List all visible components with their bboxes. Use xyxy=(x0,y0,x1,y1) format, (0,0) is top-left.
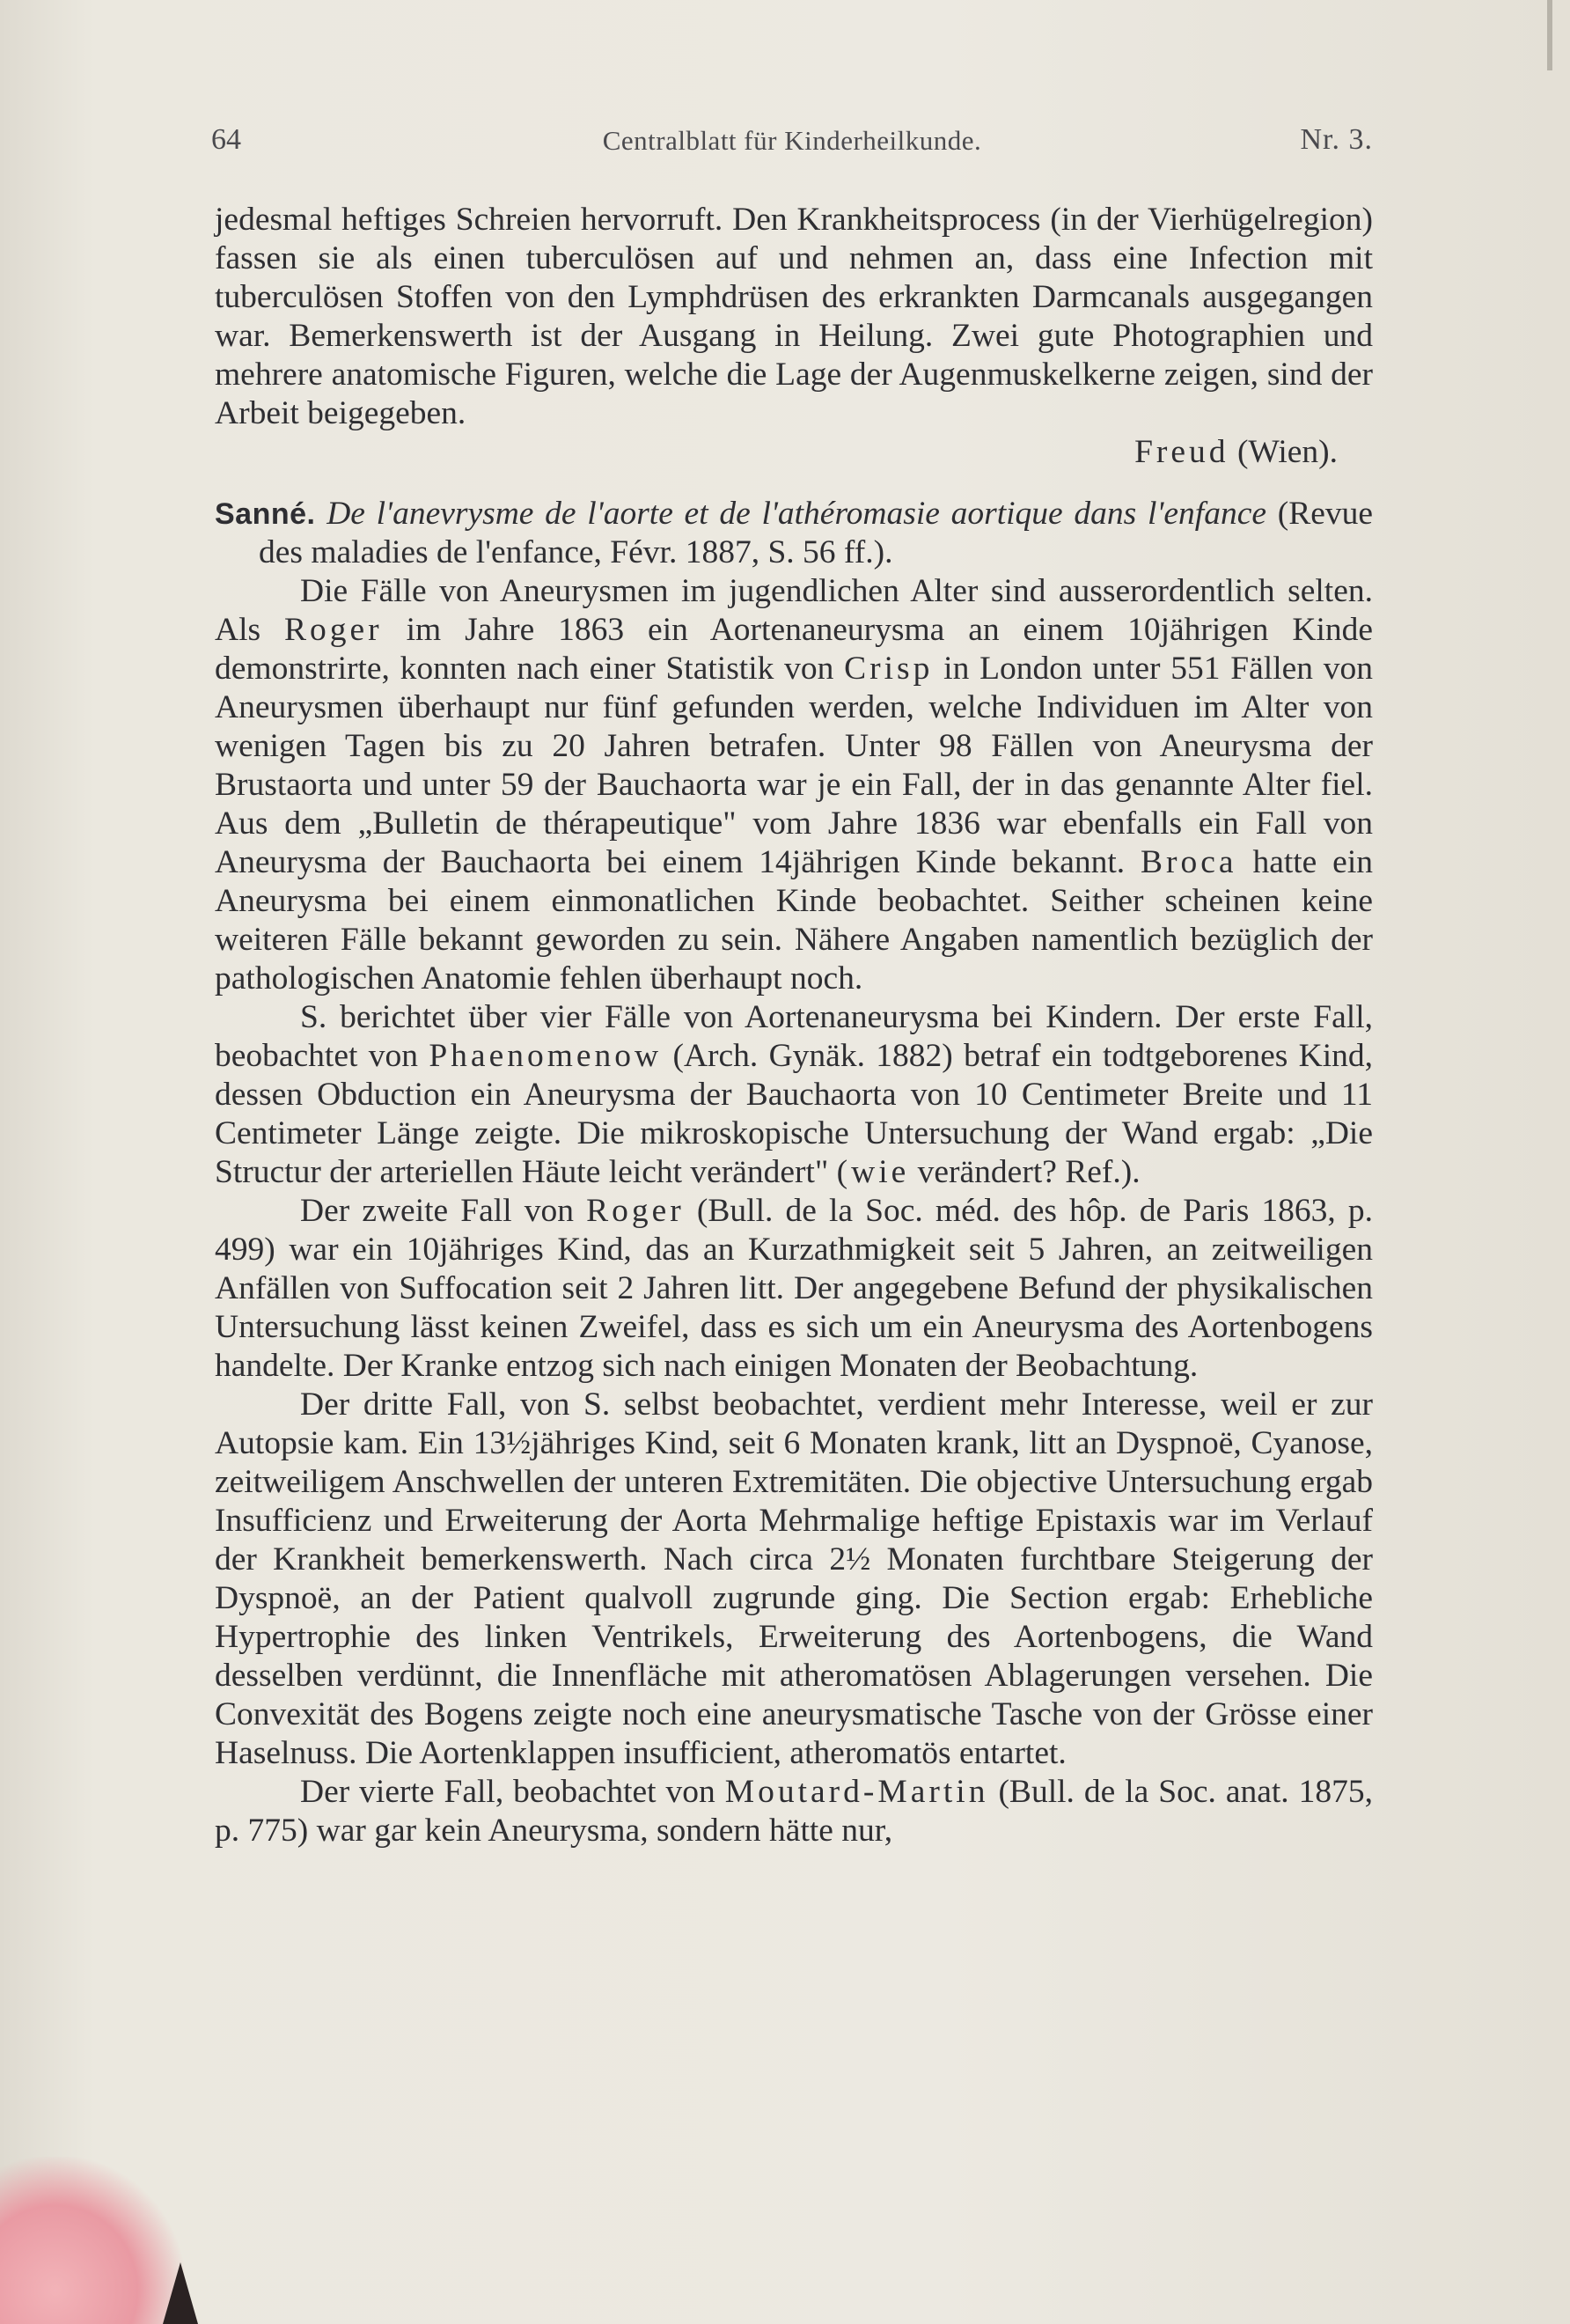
para-text: (Arch. Gynäk. 1882) betraf ein todtgeborenes Kind, dessen Obduction ein Aneurysma der Bauchaorta von 10 Centimeter Breite und 11 Centimeter Länge zeigte. Die mikroskopische Untersuchung der Wand ergab: „Die Structur der arteriellen Häute leicht verändert" xyxy=(215,1038,1374,1190)
review-author: Sanné. xyxy=(215,497,316,531)
article-body xyxy=(215,201,1373,1850)
review-paragraph-2 xyxy=(215,998,1373,1192)
para-text: (Bull. de la Soc. méd. des hôp. de Paris 1863, p. 499) war ein 10jähriges Kind, das an Kurzathmigkeit seit 5 Jahren, an zeitweiligen Anfällen von Suffocation seit 2 Jahren litt. Der angegebene Befund der physikalischen Untersuchung lässt keinen Zweifel, dass es sich um ein Aneurysma des Aortenbogens handelte. Der Kranke entzog sich nach einigen Monaten der Beobachtung. xyxy=(215,1193,1374,1384)
para-text: S. berichtet über vier Fälle von Aortenaneurysma bei Kindern. Der erste Fall, beobachtet von xyxy=(215,999,1373,1074)
cited-name: Phaenomenow xyxy=(429,1038,663,1074)
cited-name: Crisp xyxy=(844,651,934,687)
page-edge-mark xyxy=(1547,0,1552,70)
running-header xyxy=(211,123,1373,167)
para-text: Der vierte Fall, beobachtet von xyxy=(300,1774,715,1810)
cited-name: Moutard-Martin xyxy=(724,1774,989,1810)
para-text: Der zweite Fall von xyxy=(300,1193,574,1229)
cited-name: Roger xyxy=(586,1193,685,1229)
reviewer-city: (Wien). xyxy=(1236,434,1338,470)
journal-title: Centralblatt für Kinderheilkunde. xyxy=(602,125,982,156)
para-text: (Bull. de la Soc. anat. 1875, p. 775) war gar kein Aneurysma, sondern hätte nur, xyxy=(215,1774,1373,1849)
page-number: 64 xyxy=(211,123,241,156)
prev-review-text: jedesmal heftiges Schreien hervorruft. Den Krankheitsprocess (in der Vierhügelregion) fassen sie als einen tuberculösen auf und nehmen an, dass eine Infection mit tuberculösen Stoffen von den Lymphdrüsen des erkrankten Darmcanals ausgegangen war. Bemerkenswerth ist der Ausgang in Heilung. Zwei gute Photographien und mehrere anatomische Figuren, welche die Lage der Augenmuskelkerne zeigen, sind der Arbeit beigegeben. xyxy=(215,202,1373,431)
prev-review-tail xyxy=(215,201,1373,433)
review-paragraph-5 xyxy=(215,1773,1373,1850)
para-text: verändert? Ref.). xyxy=(917,1154,1141,1190)
spaced-word: (wie xyxy=(836,1154,910,1190)
review-source: (Revue des maladies de l'enfance, Févr. 1887, S. 56 ff.). xyxy=(259,496,1374,570)
reviewer-name: Freud xyxy=(1134,434,1229,470)
review-paragraph-1 xyxy=(215,572,1373,998)
review-paragraph-4 xyxy=(215,1386,1373,1773)
reviewer-signature xyxy=(215,433,1373,472)
cited-name: Broca xyxy=(1141,844,1237,880)
thumb-blur xyxy=(0,2157,185,2324)
review-heading xyxy=(215,495,1373,572)
issue-number: Nr. 3. xyxy=(1300,123,1373,156)
para-text: in London unter 551 Fällen von Aneurysmen überhaupt nur fünf gefunden werden, welche Individuen im Alter von wenigen Tagen bis zu 20 Jahren betrafen. Unter 98 Fällen von Aneurysma der Brustaorta und unter 59 der Bauchaorta war je ein Fall, der in das genannte Alter fiel. Aus dem „Bulletin de thérapeutique" vom Jahre 1836 war ebenfalls ein Fall von Aneurysma der Bauchaorta bei einem 14jährigen Kinde bekannt. xyxy=(215,651,1374,880)
para-text: hatte ein Aneurysma bei einem einmonatlichen Kinde beobachtet. Seither scheinen keine weiteren Fälle bekannt geworden zu sein. Nähere Angaben namentlich bezüglich der pathologischen Anatomie fehlen überhaupt noch. xyxy=(215,844,1373,997)
review-paragraph-3 xyxy=(215,1192,1373,1386)
para-text: Die Fälle von Aneurysmen im jugendlichen Alter sind ausserordentlich selten. Als xyxy=(215,573,1373,648)
review-title: De l'anevrysme de l'aorte et de l'athéromasie aortique dans l'enfance xyxy=(326,496,1266,532)
para-text: Der dritte Fall, von S. selbst beobachtet, verdient mehr Interesse, weil er zur Autopsie kam. Ein 13½jähriges Kind, seit 6 Monaten krank, litt an Dyspnoë, Cyanose, zeitweiligem Anschwellen der unteren Extremitäten. Die objective Untersuchung ergab Insufficienz und Erweiterung der Aorta Mehrmalige heftige Epistaxis war im Verlauf der Krankheit bemerkenswerth. Nach circa 2½ Monaten furchtbare Steigerung der Dyspnoë, an der Patient qualvoll zugrunde ging. Die Section ergab: Erhebliche Hypertrophie des linken Ventrikels, Erweiterung des Aortenbogens, die Wand desselben verdünnt, die Innenfläche mit atheromatösen Ablagerungen versehen. Die Convexität des Bogens zeigte noch eine aneurysmatische Tasche von der Grösse einer Haselnuss. Die Aortenklappen insufficient, atheromatös entartet. xyxy=(215,1386,1373,1771)
para-text: im Jahre 1863 ein Aortenaneurysma an einem 10jährigen Kinde demonstrirte, konnten nach einer Statistik von xyxy=(215,612,1374,687)
cited-name: Roger xyxy=(284,612,383,648)
